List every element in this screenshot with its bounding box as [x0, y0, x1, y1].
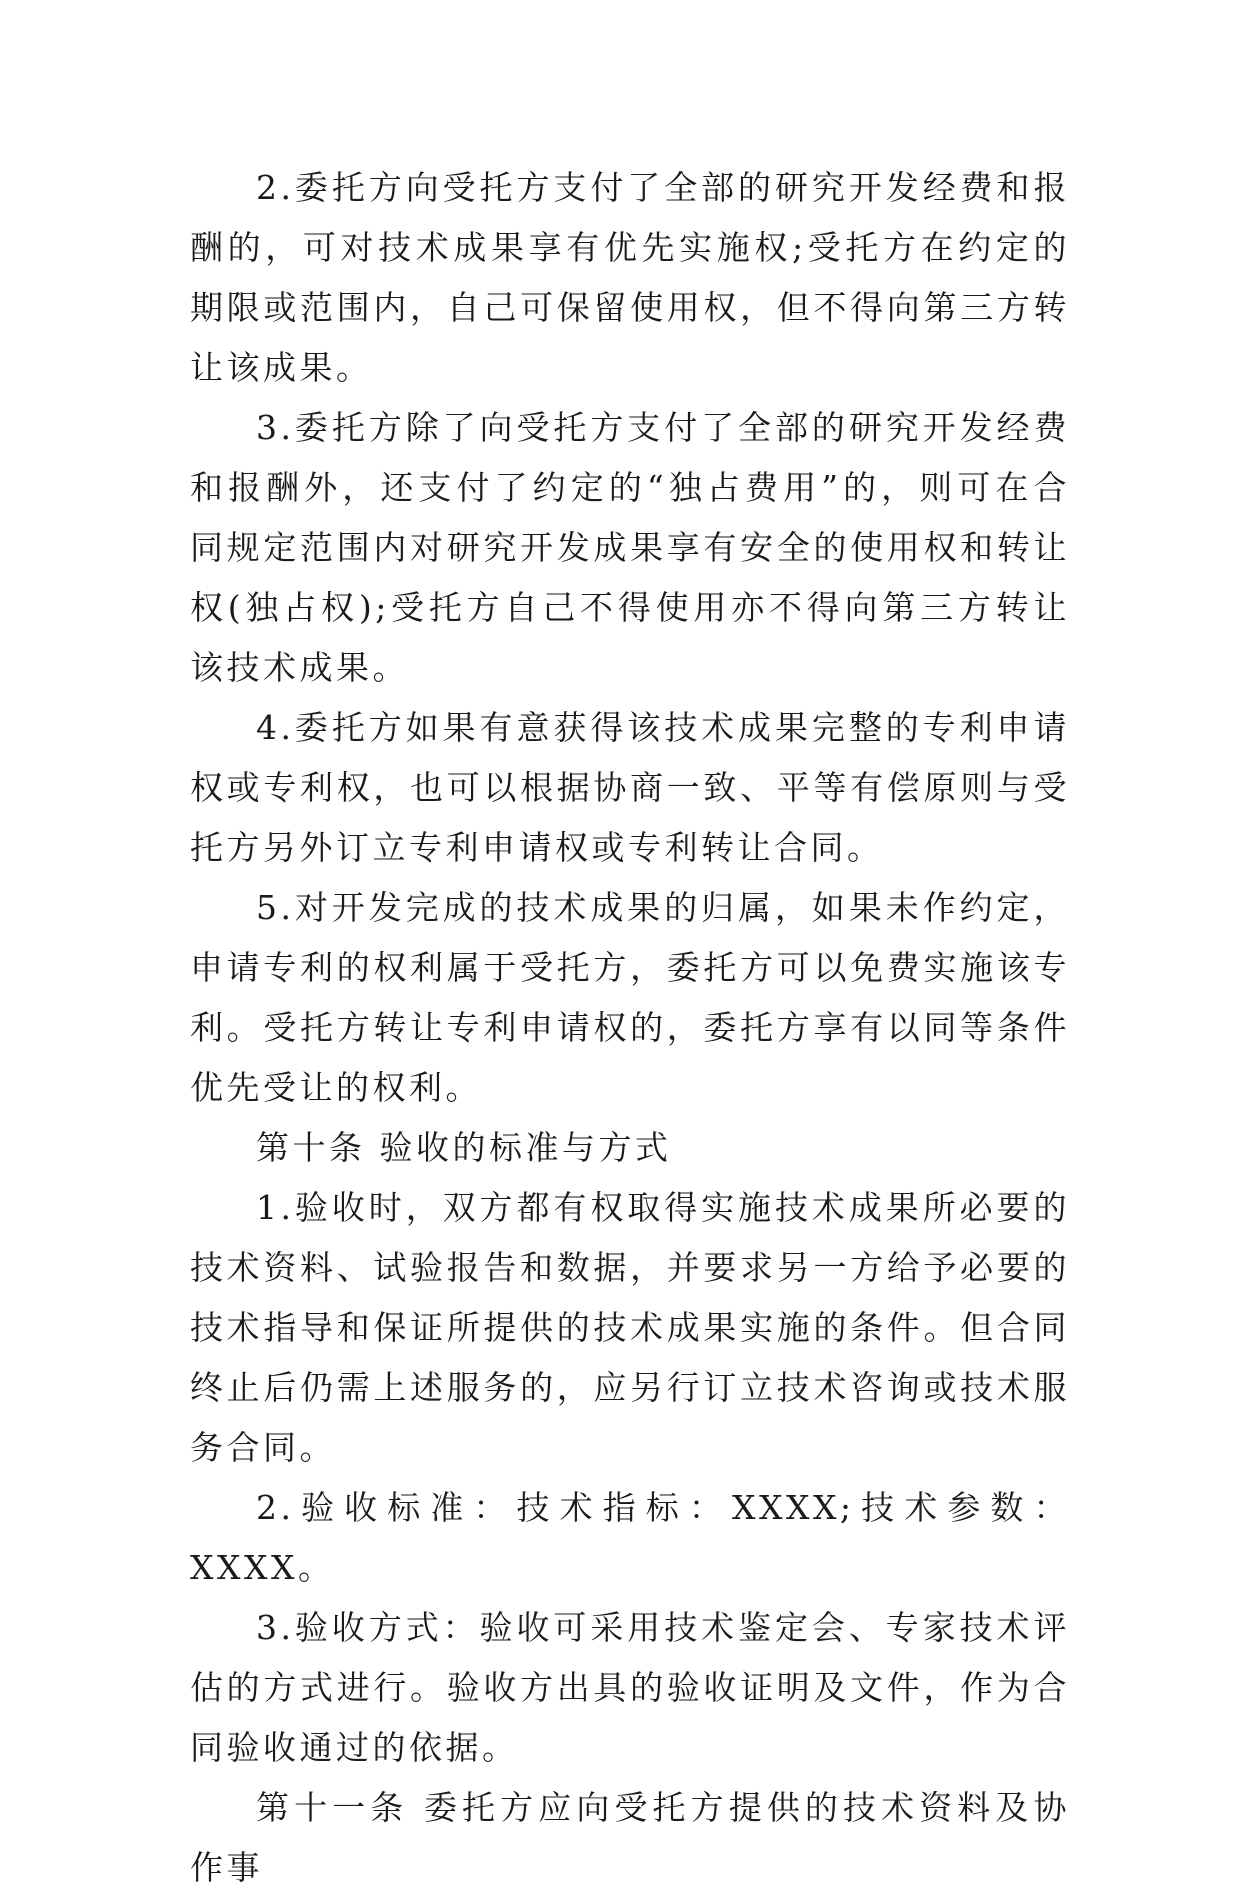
clause-10-item-1: 1.验收时，双方都有权取得实施技术成果所必要的技术资料、试验报告和数据，并要求另一方给予必要的技术指导和保证所提供的技术成果实施的条件。但合同终止后仍需上述服务的，应另行订立技术咨询或技术服务合同。: [190, 1188, 1070, 1467]
clause-9-item-4: 4.委托方如果有意获得该技术成果完整的专利申请权或专利权，也可以根据协商一致、平等有偿原则与受托方另外订立专利申请权或专利转让合同。: [190, 708, 1070, 867]
clause-9-item-3: 3.委托方除了向受托方支付了全部的研究开发经费和报酬外，还支付了约定的“独占费用”的，则可在合同规定范围内对研究开发成果享有安全的使用权和转让权(独占权);受托方自己不得使用亦不得向第三方转让该技术成果。: [190, 408, 1070, 687]
clause-10-item-3: 3.验收方式：验收可采用技术鉴定会、专家技术评估的方式进行。验收方出具的验收证明及文件，作为合同验收通过的依据。: [190, 1608, 1070, 1767]
clause-11-heading: 第十一条 委托方应向受托方提供的技术资料及协作事: [190, 1788, 1070, 1887]
clause-10-item-2: 2.验收标准：技术指标：XXXX;技术参数：XXXX。: [190, 1488, 1070, 1587]
document-body: [190, 158, 1070, 1898]
clause-9-item-2: 2.委托方向受托方支付了全部的研究开发经费和报酬的，可对技术成果享有优先实施权;受托方在约定的期限或范围内，自己可保留使用权，但不得向第三方转让该成果。: [190, 168, 1070, 387]
clause-9-item-5: 5.对开发完成的技术成果的归属，如果未作约定，申请专利的权利属于受托方，委托方可以免费实施该专利。受托方转让专利申请权的，委托方享有以同等条件优先受让的权利。: [190, 888, 1070, 1107]
clause-10-heading: 第十条 验收的标准与方式: [256, 1128, 672, 1167]
